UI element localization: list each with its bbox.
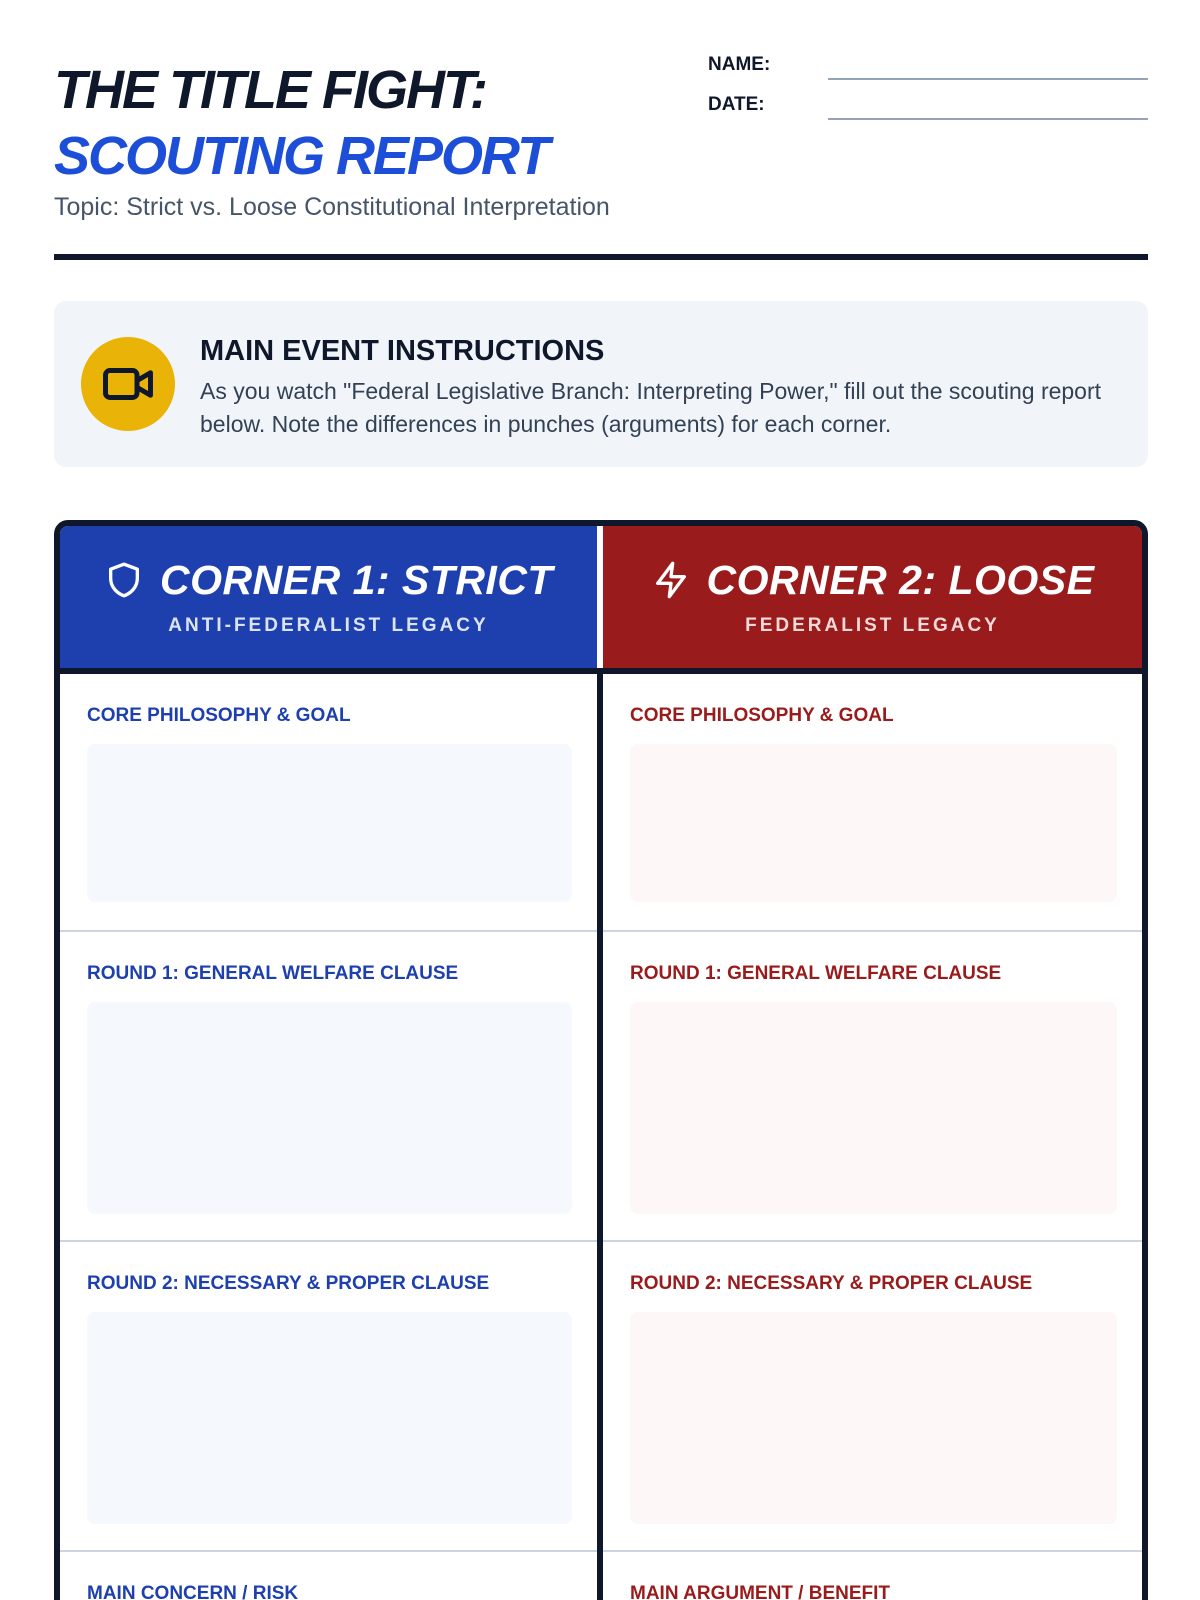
strict-round2-section — [60, 1242, 597, 1542]
name-field[interactable] — [828, 78, 1148, 80]
title-line-1: THE TITLE FIGHT: — [54, 60, 486, 120]
corner-loose-title-text: CORNER 2: LOOSE — [706, 557, 1095, 603]
answer-box[interactable] — [630, 1002, 1117, 1214]
scouting-board — [54, 520, 1148, 1600]
answer-box[interactable] — [630, 744, 1117, 902]
header-divider — [54, 254, 1148, 260]
section-label: CORE PHILOSOPHY & GOAL — [630, 705, 894, 726]
date-label: DATE: — [708, 94, 765, 115]
loose-round2-section — [603, 1242, 1142, 1542]
corner-strict-title — [60, 556, 597, 604]
answer-box[interactable] — [87, 1002, 572, 1214]
date-row — [708, 92, 1148, 122]
loose-philosophy-section — [603, 674, 1142, 974]
name-label: NAME: — [708, 54, 771, 75]
instructions-title: MAIN EVENT INSTRUCTIONS — [200, 335, 605, 367]
loose-argument-section — [603, 1552, 1142, 1600]
section-label: MAIN ARGUMENT / BENEFIT — [630, 1583, 891, 1600]
strict-philosophy-section — [60, 674, 597, 974]
loose-round1-section — [603, 932, 1142, 1232]
section-label: ROUND 2: NECESSARY & PROPER CLAUSE — [630, 1273, 1033, 1294]
section-label: ROUND 2: NECESSARY & PROPER CLAUSE — [87, 1273, 490, 1294]
corner-strict-header — [60, 526, 597, 668]
instructions-body: As you watch "Federal Legislative Branch: Interpreting Power," fill out the scouting report below. Note the differences in punches (arguments) for each corner. — [200, 378, 1102, 437]
instructions-panel — [54, 301, 1148, 467]
worksheet-header — [54, 52, 1148, 262]
section-label: ROUND 1: GENERAL WELFARE CLAUSE — [87, 963, 459, 984]
title-line-2: SCOUTING REPORT — [54, 126, 549, 186]
answer-box[interactable] — [87, 1312, 572, 1524]
video-camera-icon — [81, 337, 175, 431]
strict-round1-section — [60, 932, 597, 1232]
section-label: MAIN CONCERN / RISK — [87, 1583, 299, 1600]
date-field[interactable] — [828, 118, 1148, 120]
strict-concern-section — [60, 1552, 597, 1600]
corner-strict-title-text: CORNER 1: STRICT — [160, 557, 553, 603]
lightning-icon — [651, 560, 691, 600]
section-label: ROUND 1: GENERAL WELFARE CLAUSE — [630, 963, 1002, 984]
shield-icon — [104, 560, 144, 600]
section-label: CORE PHILOSOPHY & GOAL — [87, 705, 351, 726]
corner-loose-header — [603, 526, 1142, 668]
corner-loose-subtitle: FEDERALIST LEGACY — [745, 615, 1000, 636]
corner-strict-subtitle: ANTI-FEDERALIST LEGACY — [168, 615, 489, 636]
name-row — [708, 52, 1148, 82]
topic-subtitle: Topic: Strict vs. Loose Constitutional Interpretation — [54, 193, 610, 221]
corner-loose-title — [603, 556, 1142, 604]
column-divider — [597, 668, 603, 1600]
answer-box[interactable] — [630, 1312, 1117, 1524]
answer-box[interactable] — [87, 744, 572, 902]
